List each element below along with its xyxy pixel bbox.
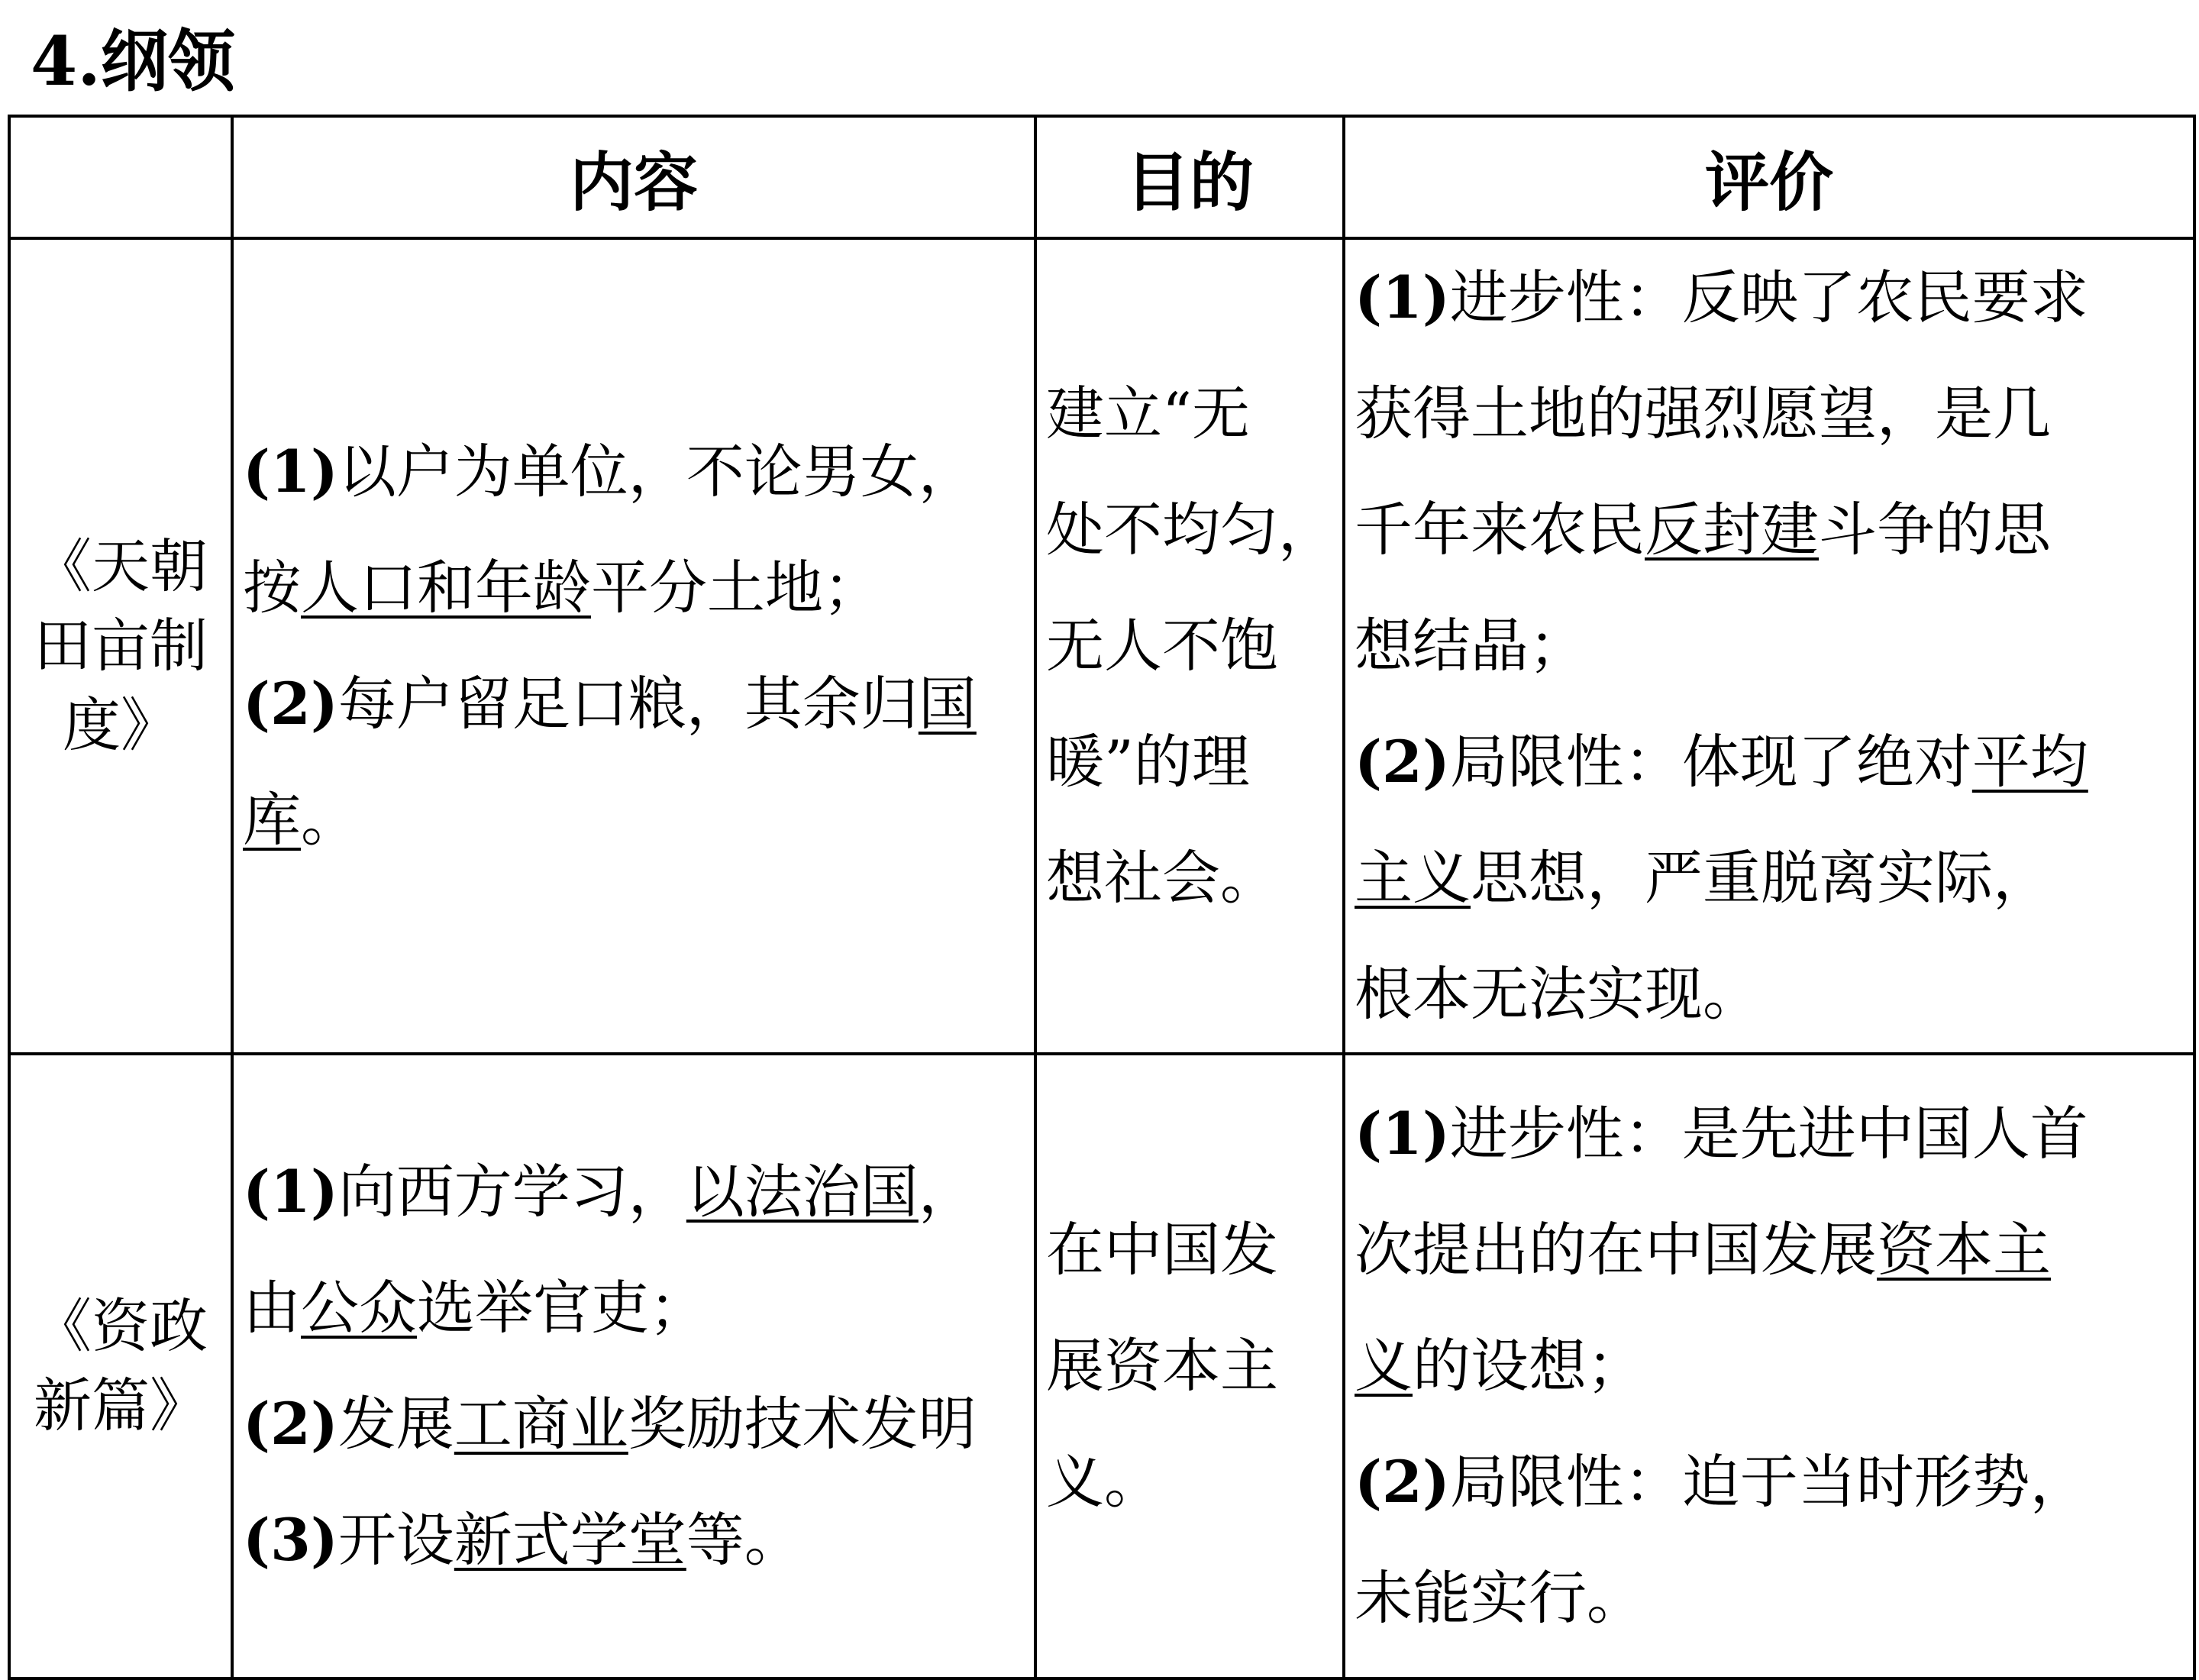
header-empty [9,116,232,238]
table-row [9,1054,2194,1678]
text-segment: 奖励技术发明 [628,1390,977,1458]
text-segment: 次提出的在中国发展 [1355,1216,1877,1284]
text-line [243,1134,1025,1250]
item-number: (1) [243,438,338,506]
section-heading: 4.纲领 [31,21,235,101]
text-line: 田亩制 [34,612,208,680]
item-number: (1) [1355,263,1450,331]
text-line [243,1366,1025,1482]
text-line [1355,704,2184,820]
text-segment: 想结晶； [1355,612,1587,680]
content-cell [232,1054,1035,1678]
text-segment: 斗争的思 [1819,496,2051,564]
item-number: (2) [243,670,338,738]
underlined-keyword: 主义 [1355,844,1471,912]
text-segment: 开设 [337,1506,454,1574]
item-number: (2) [243,1390,338,1458]
text-line [243,1482,1025,1598]
text-segment: 获得土地的强烈愿望，是几 [1355,380,2051,447]
item-number: (3) [243,1506,338,1574]
text-segment: 平分土地； [591,554,881,622]
underlined-keyword: 库 [243,786,301,854]
text-line: 想社会。 [1046,844,1278,912]
text-segment: 思想，严重脱离实际， [1471,844,2051,912]
text-line [1355,1540,2184,1656]
header-row [9,116,2194,238]
text-segment: 的设想； [1413,1332,1645,1400]
text-line: 无人不饱 [1046,612,1278,680]
header-purpose: 目的 [1035,116,1344,238]
text-line: 《资政 [34,1292,208,1360]
text-segment: 发展 [337,1390,454,1458]
text-segment: ， [918,1158,977,1226]
program-table [8,115,2196,1680]
underlined-keyword: 资本主 [1877,1216,2051,1284]
text-line: 新篇》 [34,1371,208,1439]
text-line [243,646,1025,762]
text-line: 在中国发 [1046,1216,1278,1284]
text-segment: 由 [243,1274,301,1342]
text-line: 义。 [1046,1448,1162,1516]
text-line [1355,588,2184,704]
text-segment: 进步性：是先进中国人首 [1449,1100,2088,1168]
underlined-keyword: 反封建 [1645,496,1819,564]
underlined-keyword: 公众 [301,1274,417,1342]
content-cell [232,238,1035,1054]
underlined-keyword: 新式学堂 [454,1506,686,1574]
text-line [1355,1076,2184,1192]
text-segment: 等。 [686,1506,802,1574]
text-segment: 千年来农民 [1355,496,1645,564]
item-number: (2) [1355,1448,1450,1516]
text-line: 展资本主 [1046,1332,1278,1400]
text-line [243,414,1025,530]
item-number: (2) [1355,728,1450,796]
header-evaluation: 评价 [1344,116,2194,238]
underlined-keyword: 人口和年龄 [301,554,591,622]
text-line: 《天朝 [34,532,208,600]
header-content: 内容 [232,116,1035,238]
text-line: 暖”的理 [1046,728,1250,796]
text-segment: 向西方学习， [337,1158,686,1226]
text-segment: 按 [243,554,301,622]
purpose-cell [1035,1054,1344,1678]
text-line [243,1250,1025,1366]
text-line [243,530,1025,646]
item-number: (1) [1355,1100,1450,1168]
evaluation-cell [1344,1054,2194,1678]
text-line [1355,820,2184,936]
text-line [1355,472,2184,588]
text-line: 处不均匀， [1046,496,1336,564]
text-line: 建立“无 [1046,380,1250,447]
text-line [1355,356,2184,472]
item-number: (1) [243,1158,338,1226]
underlined-keyword: 平均 [1971,728,2088,796]
table-row [9,238,2194,1054]
text-segment: 以户为单位，不论男女， [337,438,977,506]
text-line: 度》 [63,691,179,759]
text-segment: 局限性：体现了绝对 [1449,728,1972,796]
text-segment: 局限性：迫于当时形势， [1449,1448,2088,1516]
row-name [9,238,232,1054]
underlined-keyword: 工商业 [454,1390,628,1458]
text-segment: 进步性：反映了农民要求 [1449,263,2088,331]
underlined-keyword: 国 [918,670,977,738]
text-segment: 未能实行。 [1355,1564,1645,1632]
text-line [1355,936,2184,1052]
text-segment: 每户留足口粮，其余归 [337,670,919,738]
text-segment: 根本无法实现。 [1355,960,1761,1028]
evaluation-cell [1344,238,2194,1054]
text-segment: 。 [301,786,359,854]
text-line [243,762,1025,878]
text-line [1355,240,2184,356]
underlined-keyword: 义 [1355,1332,1413,1400]
text-line [1355,1308,2184,1424]
row-name [9,1054,232,1678]
text-line [1355,1192,2184,1308]
underlined-keyword: 以法治国 [686,1158,919,1226]
purpose-cell [1035,238,1344,1054]
text-line [1355,1424,2184,1540]
text-segment: 选举官吏； [417,1274,707,1342]
